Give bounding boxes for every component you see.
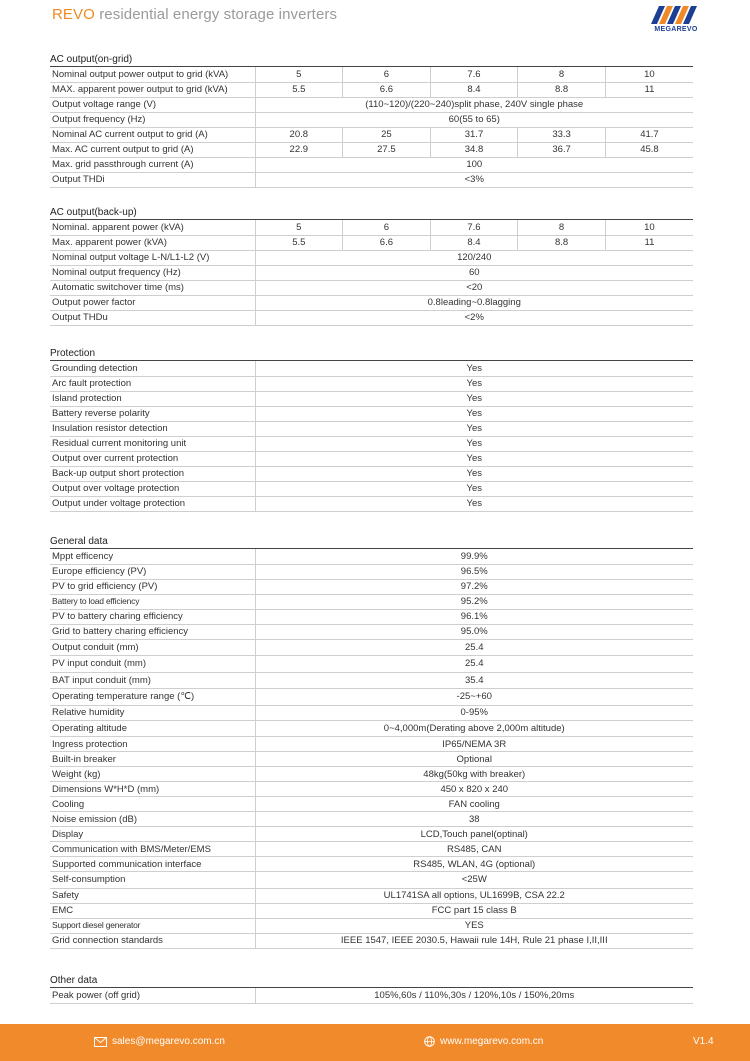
spec-row [50,235,693,250]
spec-value: 6.6 [343,235,431,250]
spec-value: 6 [343,220,431,235]
spec-value: 36.7 [518,142,606,157]
spec-value: Yes [255,391,693,406]
spec-label: Output over voltage protection [50,481,255,496]
mail-icon [94,1037,107,1047]
spec-value: 95.0% [255,624,693,639]
spec-value: 25 [343,127,431,142]
spec-label: Grid to battery charing efficiency [50,624,255,639]
footer-version [693,1036,714,1047]
spec-value: 8 [518,220,606,235]
spec-row [50,720,693,737]
spec-label: Grounding detection [50,361,255,376]
spec-table [50,220,693,326]
spec-value: 120/240 [255,250,693,265]
spec-value: Yes [255,406,693,421]
section-title: Protection [50,347,693,361]
spec-row [50,689,693,706]
spec-label: Output under voltage protection [50,496,255,511]
spec-value: 7.6 [430,67,518,82]
spec-value: 10 [605,220,693,235]
spec-value: FCC part 15 class B [255,903,693,918]
spec-value: 96.5% [255,564,693,579]
spec-value: 8.4 [430,82,518,97]
spec-value: 5.5 [255,235,343,250]
spec-row [50,609,693,624]
spec-row [50,97,693,112]
spec-value: 5 [255,67,343,82]
spec-label: Cooling [50,797,255,812]
brand-name: REVO [52,6,95,23]
section-ac-output-on-grid [50,53,693,188]
spec-row [50,705,693,720]
version-label: V1.4 [693,1036,714,1047]
page-subtitle: residential energy storage inverters [94,6,338,23]
spec-row [50,639,693,656]
spec-label: Display [50,827,255,842]
spec-value: <20 [255,280,693,295]
spec-value: 41.7 [605,127,693,142]
spec-value: 25.4 [255,656,693,673]
spec-value: 6.6 [343,82,431,97]
spec-value: <3% [255,172,693,187]
section-title: General data [50,535,693,549]
spec-row [50,767,693,782]
spec-value: 8.8 [518,235,606,250]
spec-value: IEEE 1547, IEEE 2030.5, Hawaii rule 14H, Rule 21 phase I,II,III [255,933,693,948]
spec-value: 0-95% [255,705,693,720]
spec-value: 105%,60s / 110%,30s / 120%,10s / 150%,20ms [255,988,693,1003]
spec-row [50,564,693,579]
spec-row [50,127,693,142]
spec-label: PV input conduit (mm) [50,656,255,673]
spec-value: 7.6 [430,220,518,235]
spec-row [50,872,693,889]
spec-label: Support diesel generator [50,918,255,933]
spec-label: Nominal output power output to grid (kVA) [50,67,255,82]
spec-label: Nominal AC current output to grid (A) [50,127,255,142]
spec-value: 8.8 [518,82,606,97]
spec-value: FAN cooling [255,797,693,812]
spec-label: Noise emission (dB) [50,812,255,827]
spec-value: (110~120)/(220~240)split phase, 240V single phase [255,97,693,112]
spec-row [50,918,693,933]
spec-value: 6 [343,67,431,82]
page-footer [0,1024,750,1061]
page-title [52,6,337,23]
spec-row [50,265,693,280]
spec-value: Yes [255,361,693,376]
spec-label: Nominal output voltage L-N/L1-L2 (V) [50,250,255,265]
spec-value: 22.9 [255,142,343,157]
spec-label: Max. grid passthrough current (A) [50,157,255,172]
spec-value: 0.8leading~0.8lagging [255,295,693,310]
spec-label: EMC [50,903,255,918]
spec-row [50,827,693,842]
spec-label: Output voltage range (V) [50,97,255,112]
spec-row [50,782,693,797]
spec-row [50,579,693,594]
spec-row [50,888,693,903]
spec-label: Max. AC current output to grid (A) [50,142,255,157]
spec-row [50,933,693,948]
spec-value: 0~4,000m(Derating above 2,000m altitude) [255,720,693,737]
spec-row [50,157,693,172]
spec-label: Operating altitude [50,720,255,737]
spec-label: Relative humidity [50,705,255,720]
spec-value: <25W [255,872,693,889]
spec-value: 33.3 [518,127,606,142]
spec-value: Yes [255,421,693,436]
spec-value: 11 [605,235,693,250]
spec-value: IP65/NEMA 3R [255,737,693,752]
spec-value: 45.8 [605,142,693,157]
spec-row [50,752,693,767]
spec-value: 96.1% [255,609,693,624]
spec-value: Yes [255,466,693,481]
spec-value: UL1741SA all options, UL1699B, CSA 22.2 [255,888,693,903]
spec-row [50,295,693,310]
spec-row [50,361,693,376]
spec-row [50,481,693,496]
spec-value: Yes [255,451,693,466]
globe-icon [424,1036,435,1047]
spec-row [50,466,693,481]
footer-website-text[interactable]: www.megarevo.com.cn [440,1036,544,1047]
spec-label: Residual current monitoring unit [50,436,255,451]
spec-row [50,220,693,235]
spec-row [50,376,693,391]
spec-row [50,496,693,511]
spec-value: RS485, CAN [255,842,693,857]
spec-label: Europe efficiency (PV) [50,564,255,579]
spec-label: Nominal. apparent power (kVA) [50,220,255,235]
spec-label: Battery to load efficiency [50,594,255,609]
spec-row [50,67,693,82]
spec-row [50,172,693,187]
spec-row [50,391,693,406]
spec-label: Communication with BMS/Meter/EMS [50,842,255,857]
spec-row [50,112,693,127]
spec-label: Output THDi [50,172,255,187]
spec-value: 11 [605,82,693,97]
spec-label: Safety [50,888,255,903]
spec-row [50,594,693,609]
section-general-data [50,535,693,949]
spec-value: 27.5 [343,142,431,157]
spec-label: Output conduit (mm) [50,639,255,656]
spec-row [50,421,693,436]
spec-label: PV to grid efficiency (PV) [50,579,255,594]
spec-label: Peak power (off grid) [50,988,255,1003]
spec-label: Nominal output frequency (Hz) [50,265,255,280]
spec-row [50,82,693,97]
spec-row [50,988,693,1003]
spec-row [50,436,693,451]
footer-email[interactable] [94,1036,225,1047]
spec-label: Island protection [50,391,255,406]
spec-value: 48kg(50kg with breaker) [255,767,693,782]
section-title: AC output(on-grid) [50,53,693,67]
spec-row [50,280,693,295]
spec-value: Yes [255,376,693,391]
spec-row [50,903,693,918]
spec-label: Ingress protection [50,737,255,752]
spec-value: Yes [255,436,693,451]
spec-value: 34.8 [430,142,518,157]
spec-label: Self-consumption [50,872,255,889]
logo-mark-icon [649,2,705,26]
spec-value: 31.7 [430,127,518,142]
company-logo [645,2,725,42]
spec-label: PV to battery charing efficiency [50,609,255,624]
spec-value: 38 [255,812,693,827]
spec-label: Mppt efficency [50,549,255,564]
footer-website[interactable] [424,1036,543,1047]
spec-value: 95.2% [255,594,693,609]
spec-label: Weight (kg) [50,767,255,782]
spec-label: Output power factor [50,295,255,310]
spec-value: RS485, WLAN, 4G (optional) [255,857,693,872]
spec-value: <2% [255,310,693,325]
spec-value: 20.8 [255,127,343,142]
spec-row [50,624,693,639]
spec-row [50,797,693,812]
spec-table [50,361,693,512]
spec-row [50,857,693,872]
spec-label: Output over current protection [50,451,255,466]
spec-row [50,737,693,752]
spec-value: 97.2% [255,579,693,594]
spec-label: BAT input conduit (mm) [50,672,255,689]
spec-label: Grid connection standards [50,933,255,948]
spec-label: Automatic switchover time (ms) [50,280,255,295]
spec-value: YES [255,918,693,933]
spec-table [50,67,693,188]
spec-row [50,549,693,564]
spec-label: Dimensions W*H*D (mm) [50,782,255,797]
spec-row [50,812,693,827]
spec-label: Battery reverse polarity [50,406,255,421]
spec-row [50,672,693,689]
section-ac-output-back-up [50,206,693,326]
spec-table [50,549,693,949]
spec-value: 25.4 [255,639,693,656]
spec-value: 99.9% [255,549,693,564]
spec-label: Back-up output short protection [50,466,255,481]
spec-value: 35.4 [255,672,693,689]
spec-value: 5 [255,220,343,235]
spec-value: Yes [255,496,693,511]
spec-label: Output THDu [50,310,255,325]
spec-row [50,142,693,157]
spec-value: 450 x 820 x 240 [255,782,693,797]
spec-value: Optional [255,752,693,767]
spec-value: 5.5 [255,82,343,97]
spec-value: 8.4 [430,235,518,250]
spec-value: Yes [255,481,693,496]
spec-row [50,451,693,466]
spec-row [50,250,693,265]
spec-value: 60 [255,265,693,280]
spec-table [50,988,693,1004]
spec-label: Max. apparent power (kVA) [50,235,255,250]
spec-row [50,310,693,325]
footer-email-text[interactable]: sales@megarevo.com.cn [112,1036,225,1047]
spec-value: 8 [518,67,606,82]
spec-label: Output frequency (Hz) [50,112,255,127]
section-title: Other data [50,974,693,988]
spec-label: Arc fault protection [50,376,255,391]
spec-value: -25~+60 [255,689,693,706]
spec-value: 100 [255,157,693,172]
section-other-data [50,974,693,1004]
spec-value: LCD,Touch panel(optinal) [255,827,693,842]
section-protection [50,347,693,512]
logo-text: MEGAREVO [654,26,698,33]
spec-value: 10 [605,67,693,82]
spec-label: Built-in breaker [50,752,255,767]
spec-label: Insulation resistor detection [50,421,255,436]
spec-value: 60(55 to 65) [255,112,693,127]
spec-row [50,406,693,421]
spec-label: Supported communication interface [50,857,255,872]
spec-row [50,656,693,673]
spec-label: Operating temperature range (℃) [50,689,255,706]
spec-row [50,842,693,857]
spec-label: MAX. apparent power output to grid (kVA) [50,82,255,97]
section-title: AC output(back-up) [50,206,693,220]
